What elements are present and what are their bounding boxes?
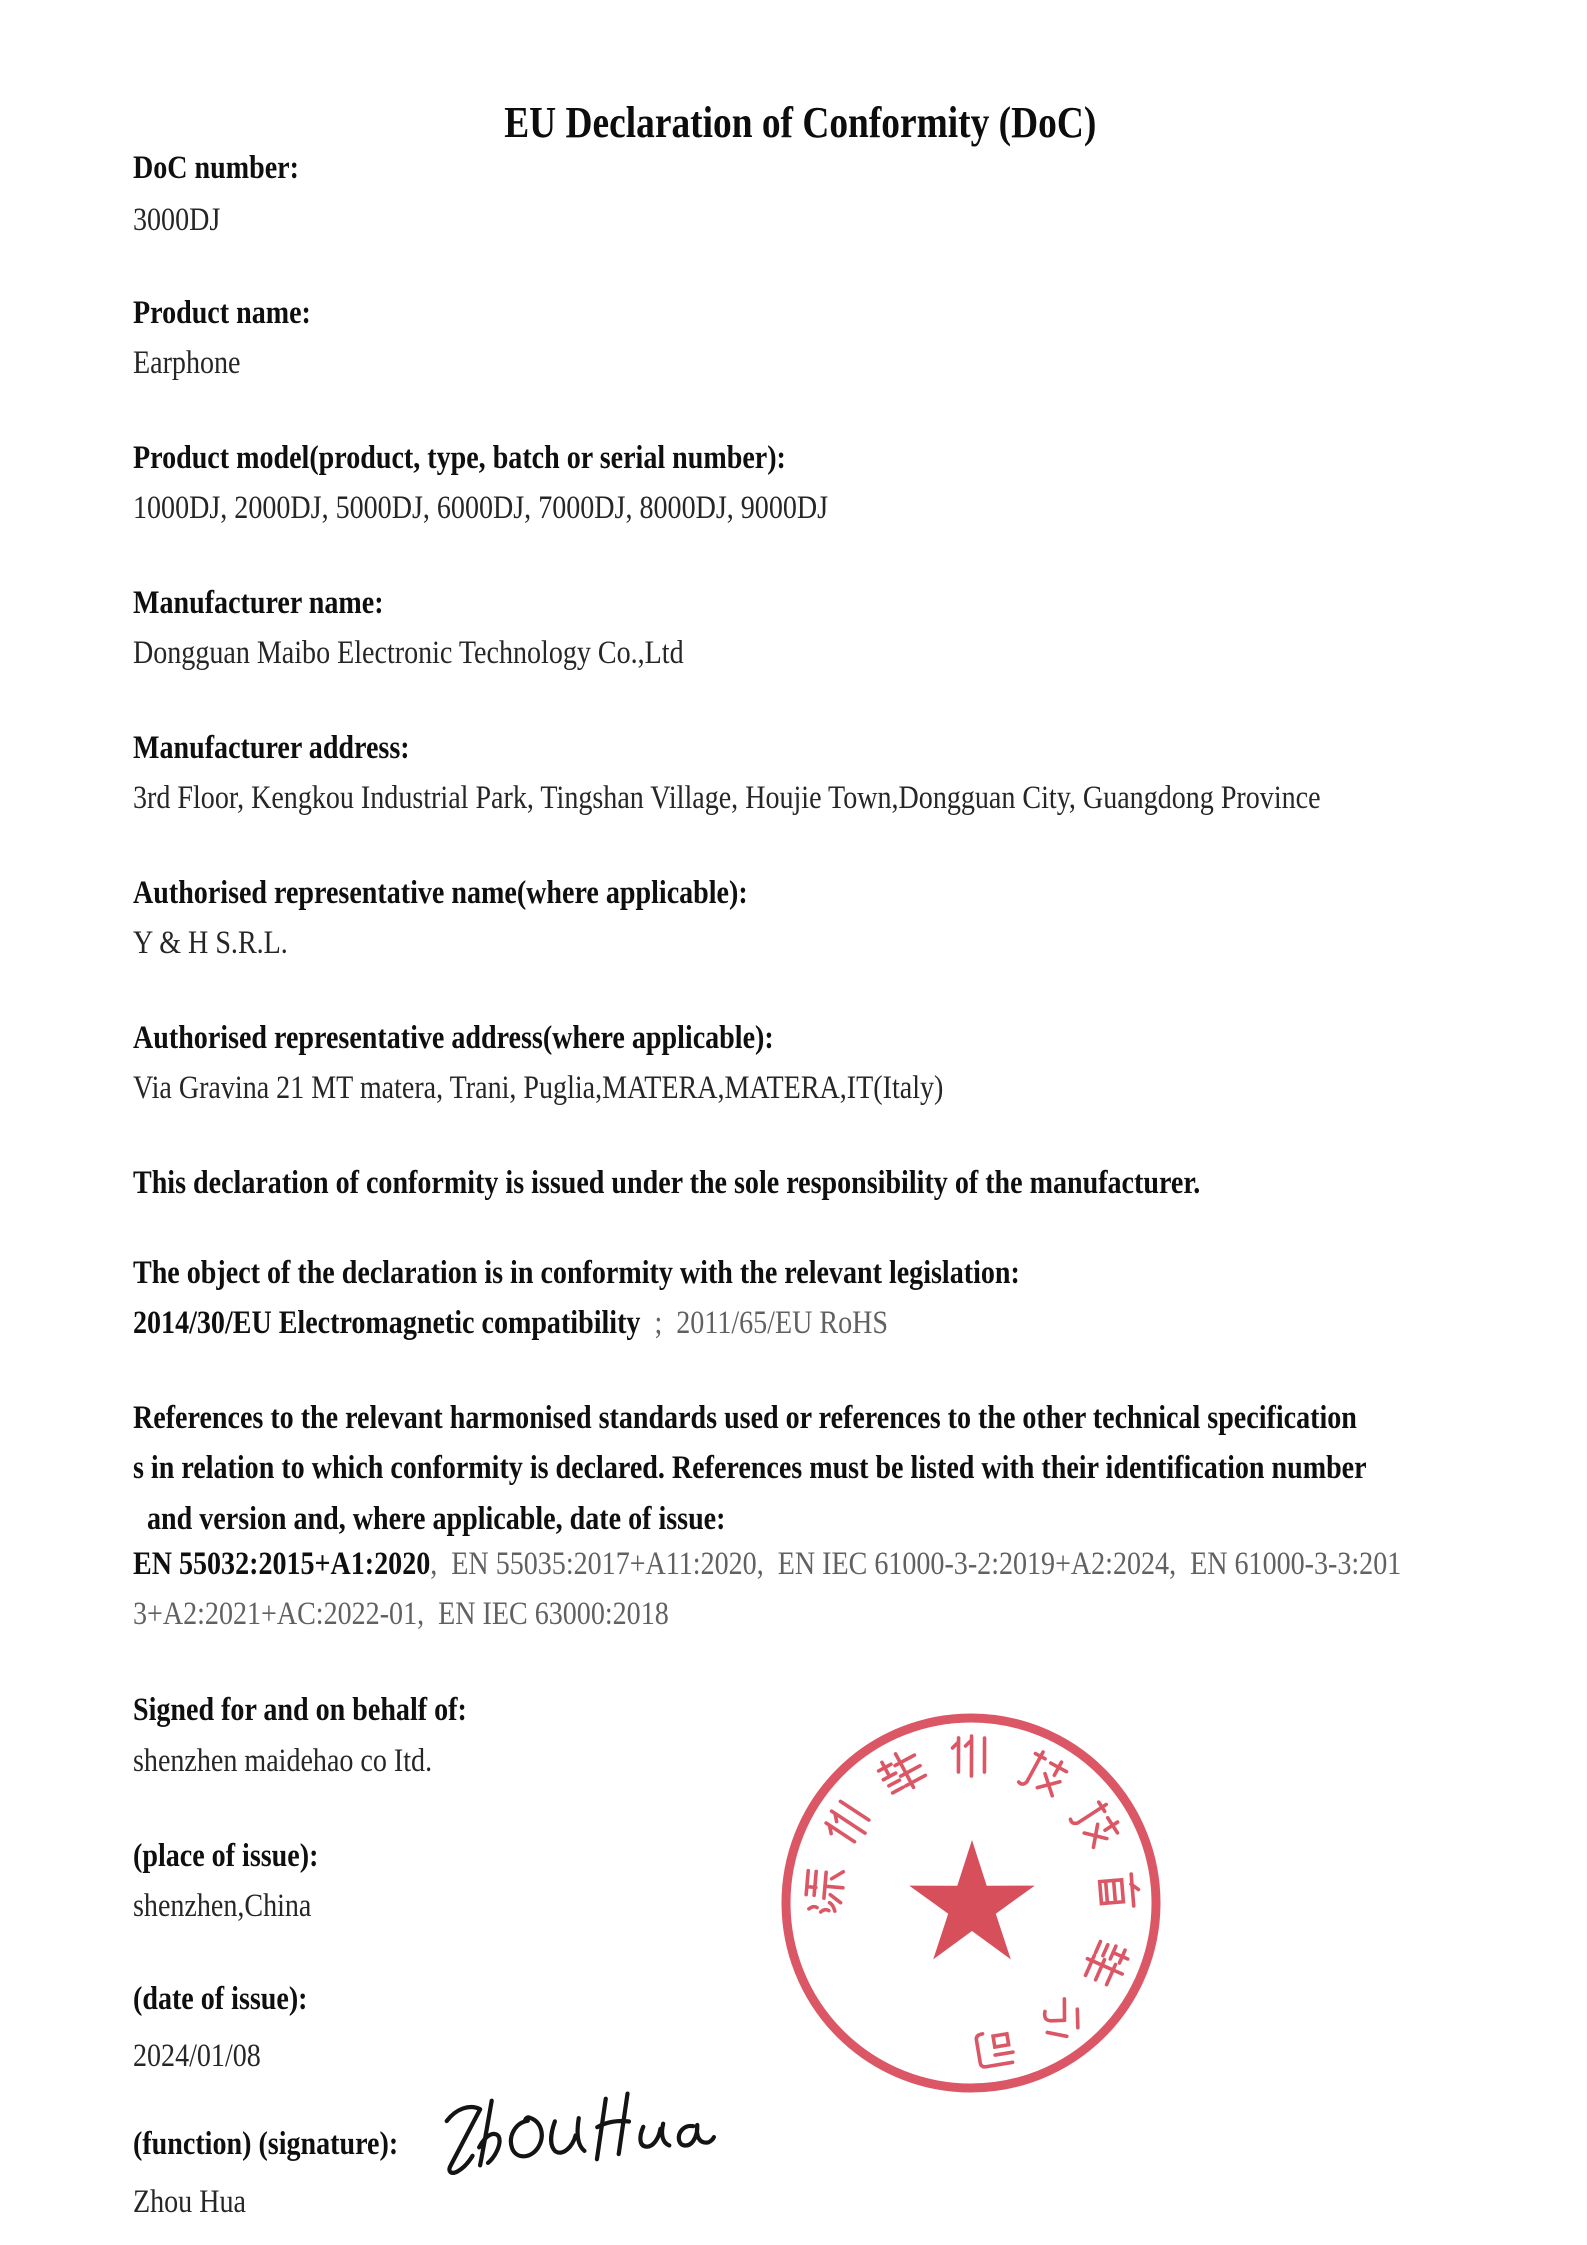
doc-number-label: DoC number: xyxy=(133,150,299,186)
manufacturer-name-value: Dongguan Maibo Electronic Technology Co.,Ltd xyxy=(133,635,684,671)
product-model-label: Product model(product, type, batch or serial number): xyxy=(133,440,786,476)
standards-line2: 3+A2:2021+AC:2022-01, EN IEC 63000:2018 xyxy=(133,1596,669,1632)
signed-for-label: Signed for and on behalf of: xyxy=(133,1692,467,1728)
manufacturer-address-label: Manufacturer address: xyxy=(133,730,410,766)
date-of-issue-label: (date of issue): xyxy=(133,1981,308,2017)
place-of-issue-value: shenzhen,China xyxy=(133,1888,312,1924)
legislation-primary: 2014/30/EU Electromagnetic compatibility xyxy=(133,1305,641,1341)
signatory-name: Zhou Hua xyxy=(133,2184,246,2220)
function-signature-label: (function) (signature): xyxy=(133,2126,399,2162)
signature-stroke-O xyxy=(510,2117,543,2157)
legislation-secondary: ; 2011/65/EU RoHS xyxy=(640,1305,888,1341)
object-heading: The object of the declaration is in conformity with the relevant legislation: xyxy=(133,1255,1020,1291)
manufacturer-address-value: 3rd Floor, Kengkou Industrial Park, Tingshan Village, Houjie Town,Dongguan City, Guangdong Province xyxy=(133,780,1321,816)
signature-stroke-u xyxy=(640,2123,670,2147)
authorised-rep-address-value: Via Gravina 21 MT matera, Trani, Puglia,MATERA,MATERA,IT(Italy) xyxy=(133,1070,944,1106)
manufacturer-name-label: Manufacturer name: xyxy=(133,585,384,621)
product-name-label: Product name: xyxy=(133,295,311,331)
standards-line1 xyxy=(133,1544,1533,1584)
authorised-rep-name-value: Y & H S.R.L. xyxy=(133,925,288,961)
doc-number-value: 3000DJ xyxy=(133,202,221,238)
signature-stroke-U xyxy=(550,2118,584,2153)
authorised-rep-address-label: Authorised representative address(where applicable): xyxy=(133,1020,774,1056)
signature-stroke-a xyxy=(678,2124,714,2146)
references-heading-line3: and version and, where applicable, date of issue: xyxy=(133,1501,726,1537)
signed-for-value: shenzhen maidehao co Itd. xyxy=(133,1743,433,1779)
standards-primary: EN 55032:2015+A1:2020 xyxy=(133,1546,431,1582)
signature-stroke-Z xyxy=(446,2107,483,2173)
signature-stroke-H xyxy=(594,2094,631,2160)
legislation-line xyxy=(133,1303,1533,1343)
place-of-issue-label: (place of issue): xyxy=(133,1838,319,1874)
page-title: EU Declaration of Conformity (DoC) xyxy=(504,98,1097,147)
product-name-value: Earphone xyxy=(133,345,241,381)
references-heading-line2: s in relation to which conformity is declared. References must be listed with their identification number xyxy=(133,1450,1367,1486)
standards-secondary-line1: , EN 55035:2017+A11:2020, EN IEC 61000-3-2:2019+A2:2024, EN 61000-3-3:201 xyxy=(430,1546,1402,1582)
responsibility-statement: This declaration of conformity is issued under the sole responsibility of the manufacturer. xyxy=(133,1165,1201,1201)
authorised-rep-name-label: Authorised representative name(where applicable): xyxy=(133,875,748,911)
product-model-value: 1000DJ, 2000DJ, 5000DJ, 6000DJ, 7000DJ, 8000DJ, 9000DJ xyxy=(133,490,829,526)
signature-handwriting xyxy=(430,2084,735,2200)
references-heading-line1: References to the relevant harmonised standards used or references to the other technical specification xyxy=(133,1400,1357,1436)
date-of-issue-value: 2024/01/08 xyxy=(133,2038,261,2074)
